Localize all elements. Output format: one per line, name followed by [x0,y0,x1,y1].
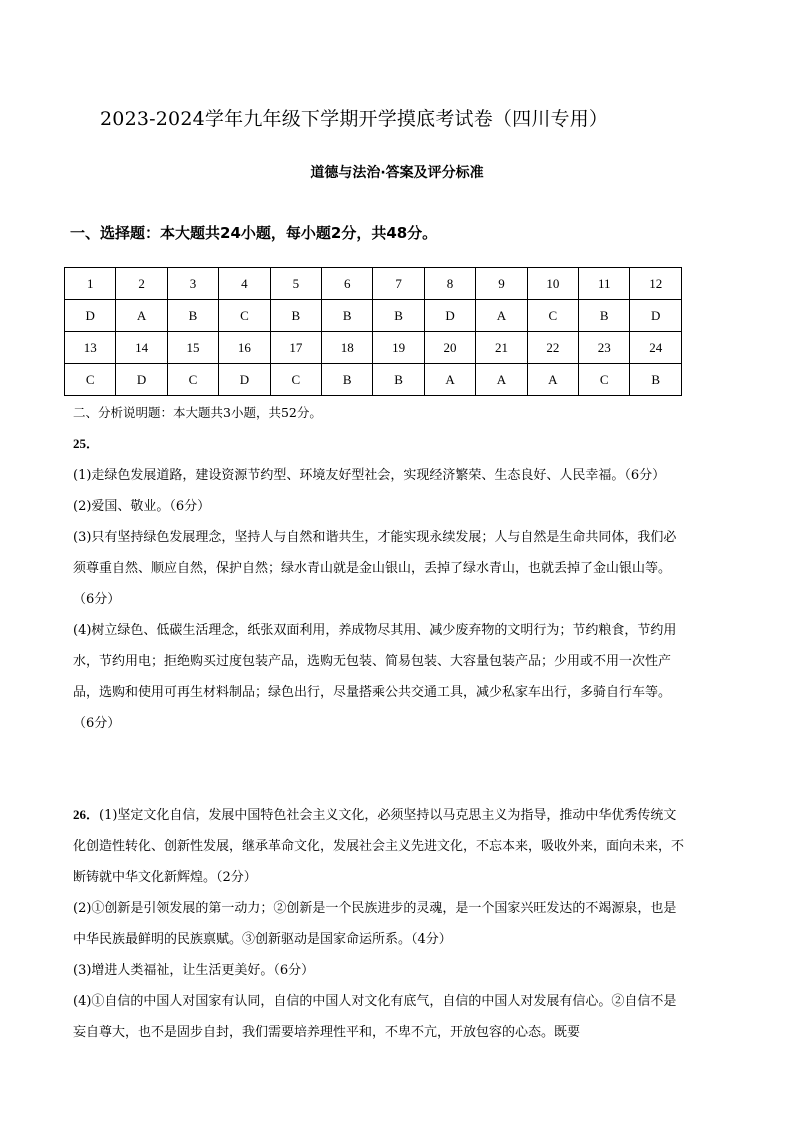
document-title: 2023-2024学年九年级下学期开学摸底考试卷（四川专用） [100,108,609,130]
question-number-cell: 18 [322,332,373,364]
answer-cell: C [65,364,116,396]
answer-cell: C [527,300,578,332]
q26-part1: 26．(1)坚定文化自信，发展中国特色社会主义文化，必须坚持以马克思主义为指导，推动中华优秀传统文化创造性转化、创新性发展，继承革命文化，发展社会主义先进文化，不忘本来，吸收外来，面向未来，不断铸就中华文化新辉煌。（2分） [73,807,685,885]
question-number-cell: 12 [630,268,682,300]
question-number-cell: 21 [476,332,527,364]
section1-heading: 一、选择题：本大题共24小题，每小题2分，共48分。 [70,224,438,242]
question-number-cell: 13 [65,332,116,364]
question-number-cell: 6 [322,268,373,300]
question-26 [73,799,685,1048]
question-25 [73,428,685,739]
question-number-cell: 22 [527,332,578,364]
document-subtitle: 道德与法治·答案及评分标准 [310,165,484,181]
answer-cell: B [167,300,218,332]
q26-part3: (3)增进人类福祉，让生活更美好。（6分） [73,963,315,978]
question-number-cell: 15 [167,332,218,364]
question-number-cell: 19 [373,332,424,364]
answer-cell: C [167,364,218,396]
answer-cell: D [116,364,167,396]
q25-part2: (2)爱国、敬业。（6分） [73,499,211,514]
question-number-cell: 20 [424,332,475,364]
answer-cell: A [424,364,475,396]
answer-cell: B [373,364,424,396]
question-number-cell: 16 [219,332,270,364]
question-number-cell: 10 [527,268,578,300]
answer-cell: B [322,364,373,396]
answer-cell: B [322,300,373,332]
answer-cell: B [579,300,630,332]
answer-cell: D [630,300,682,332]
answer-cell: B [630,364,682,396]
question-number-cell: 7 [373,268,424,300]
answer-cell: A [476,364,527,396]
answer-cell: A [116,300,167,332]
q25-part4: (4)树立绿色、低碳生活理念，纸张双面利用，养成物尽其用、减少废弃物的文明行为；节约粮食，节约用水，节约用电；拒绝购买过度包装产品，选购无包装、简易包装、大容量包装产品；少用或不用一次性产品，选购和使用可再生材料制品；绿色出行，尽量搭乘公共交通工具，减少私家车出行，多骑自行车等。（6分） [73,623,677,731]
question-number-cell: 14 [116,332,167,364]
question-number-cell: 17 [270,332,321,364]
question-number-cell: 23 [579,332,630,364]
answer-cell: D [424,300,475,332]
question-number-cell: 11 [579,268,630,300]
answer-cell: D [219,364,270,396]
answer-table-number-row [65,332,682,364]
answer-cell: B [270,300,321,332]
q25-number: 25． [73,436,100,451]
answer-table [64,267,682,396]
answer-cell: D [65,300,116,332]
answer-cell: C [219,300,270,332]
answer-cell: C [270,364,321,396]
answer-table-answer-row [65,364,682,396]
q26-number: 26． [73,807,100,822]
answer-table-number-row [65,268,682,300]
q26-part2: (2)①创新是引领发展的第一动力；②创新是一个民族进步的灵魂，是一个国家兴旺发达的不竭源泉，也是中华民族最鲜明的民族禀赋。③创新驱动是国家命运所系。（4分） [73,901,677,947]
question-number-cell: 5 [270,268,321,300]
answer-table-answer-row [65,300,682,332]
answer-cell: C [579,364,630,396]
section2-heading: 二、分析说明题：本大题共3小题，共52分。 [73,405,322,420]
question-number-cell: 8 [424,268,475,300]
question-number-cell: 1 [65,268,116,300]
answer-cell: A [476,300,527,332]
question-number-cell: 2 [116,268,167,300]
answer-cell: B [373,300,424,332]
q25-part1: 25．(1)走绿色发展道路，建设资源节约型、环境友好型社会，实现经济繁荣、生态良好、人民幸福。（6分） [73,436,666,483]
question-number-cell: 3 [167,268,218,300]
question-number-cell: 9 [476,268,527,300]
question-number-cell: 24 [630,332,682,364]
answer-cell: A [527,364,578,396]
q25-part3: (3)只有坚持绿色发展理念，坚持人与自然和谐共生，才能实现永续发展；人与自然是生命共同体，我们必须尊重自然、顺应自然，保护自然；绿水青山就是金山银山，丢掉了绿水青山，也就丢掉了金山银山等。（6分） [73,530,677,607]
question-number-cell: 4 [219,268,270,300]
q26-part4: (4)①自信的中国人对国家有认同，自信的中国人对文化有底气，自信的中国人对发展有信心。②自信不是妄自尊大，也不是固步自封，我们需要培养理性平和，不卑不亢，开放包容的心态。既要 [73,994,677,1040]
